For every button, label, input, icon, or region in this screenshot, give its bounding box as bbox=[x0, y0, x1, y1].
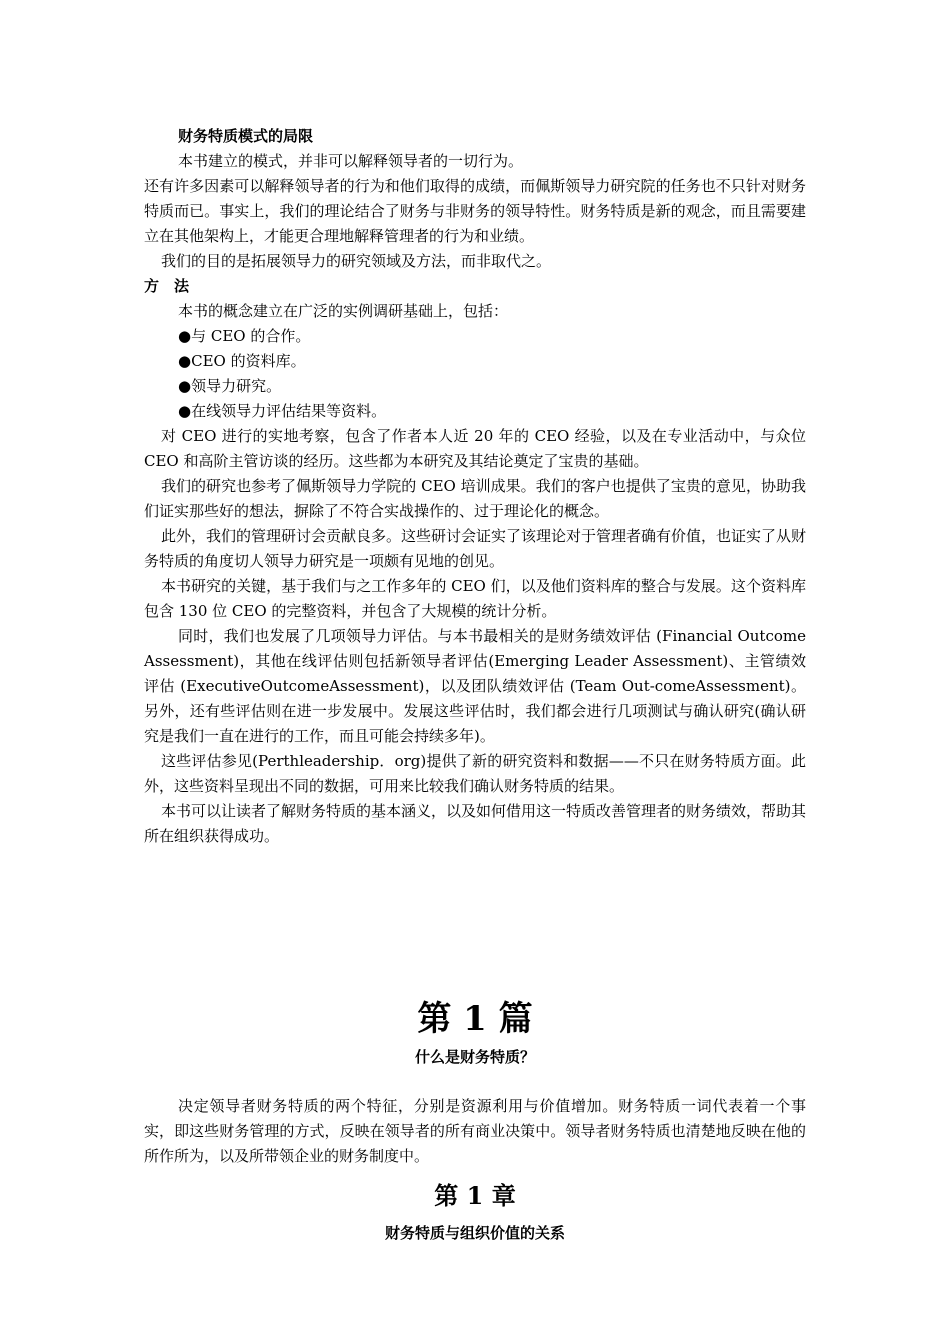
paragraph: 本书研究的关键，基于我们与之工作多年的 CEO 们，以及他们资料库的整合与发展。这个资料库包含 130 位 CEO 的完整资料，并包含了大规模的统计分析。 bbox=[144, 577, 806, 620]
section-heading-methods: 方 法 bbox=[144, 277, 190, 295]
paragraph: 这些评估参见(Perthleadership．org)提供了新的研究资料和数据——不只在财务特质方面。此外，这些资料呈现出不同的数据，可用来比较我们确认财务特质的结果。 bbox=[144, 752, 806, 795]
chapter-subtitle: 财务特质与组织价值的关系 bbox=[384, 1224, 565, 1242]
paragraph: 决定领导者财务特质的两个特征，分别是资源利用与价值增加。财务特质一词代表着一个事实，即这些财务管理的方式，反映在领导者的所有商业决策中。领导者财务特质也清楚地反映在他的所作所为，以及所带领企业的财务制度中。 bbox=[144, 1097, 806, 1165]
paragraph: 此外，我们的管理研讨会贡献良多。这些研讨会证实了该理论对于管理者确有价值，也证实了从财务特质的角度切人领导力研究是一项颇有见地的创见。 bbox=[144, 527, 807, 570]
section-heading-limits: 财务特质模式的局限 bbox=[178, 127, 314, 145]
paragraph: 对 CEO 进行的实地考察，包含了作者本人近 20 年的 CEO 经验，以及在专业活动中，与众位 CEO 和高阶主管访谈的经历。这些都为本研究及其结论奠定了宝贵的基础。 bbox=[144, 427, 806, 470]
paragraph: 我们的目的是拓展领导力的研究领域及方法，而非取代之。 bbox=[161, 252, 552, 270]
list-item: ●与 CEO 的合作。 bbox=[178, 327, 311, 345]
list-item: ●CEO 的资料库。 bbox=[178, 352, 306, 370]
part-subtitle: 什么是财务特质？ bbox=[414, 1048, 535, 1066]
paragraph: 同时，我们也发展了几项领导力评估。与本书最相关的是财务绩效评估 (Financial Outcome Assessment)，其他在线评估则包括新领导者评估(Emerging Leader Assessment)、主管绩效评估 (ExecutiveOutcomeAssessment)，以及团队绩效评估 (Team Out-comeAssessment)。另外，还有些评估则在进一步发展中。发展这些评估时，我们都会进行几项测试与确认研究(确认研究是我们一直在进行的工作，而且可能会持续多年)。 bbox=[144, 627, 806, 745]
part-title: 第 1 篇 bbox=[417, 999, 533, 1039]
chapter-title: 第 1 章 bbox=[434, 1181, 516, 1210]
paragraph: 我们的研究也参考了佩斯领导力学院的 CEO 培训成果。我们的客户也提供了宝贵的意见，协助我们证实那些好的想法，摒除了不符合实战操作的、过于理论化的概念。 bbox=[144, 477, 806, 520]
paragraph: 本书可以让读者了解财务特质的基本涵义，以及如何借用这一特质改善管理者的财务绩效，帮助其所在组织获得成功。 bbox=[144, 802, 807, 845]
paragraph: 本书建立的模式，并非可以解释领导者的一切行为。 bbox=[178, 152, 524, 170]
list-item: ●领导力研究。 bbox=[178, 377, 282, 395]
document-page bbox=[144, 124, 806, 1246]
paragraph: 本书的概念建立在广泛的实例调研基础上，包括： bbox=[178, 302, 509, 320]
paragraph: 还有许多因素可以解释领导者的行为和他们取得的成绩，而佩斯领导力研究院的任务也不只针对财务特质而已。事实上，我们的理论结合了财务与非财务的领导特性。财务特质是新的观念，而且需要建立在其他架构上，才能更合理地解释管理者的行为和业绩。 bbox=[144, 177, 806, 245]
list-item: ●在线领导力评估结果等资料。 bbox=[178, 402, 387, 420]
